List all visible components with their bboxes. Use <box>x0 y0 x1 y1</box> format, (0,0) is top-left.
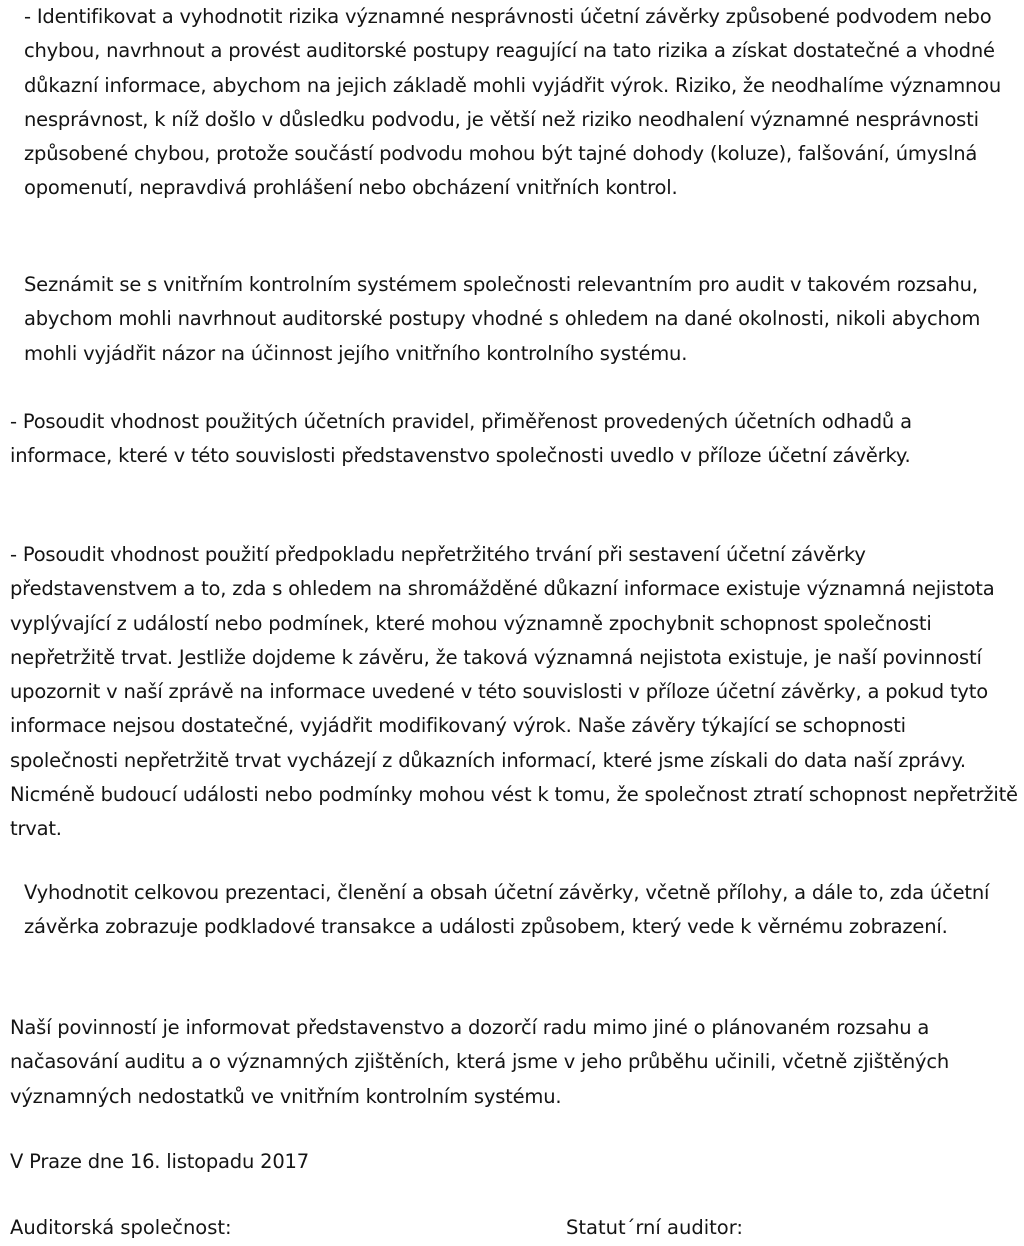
paragraph-identify-risks: - Identifikovat a vyhodnotit rizika významné nesprávnosti účetní závěrky způsobené podvodem nebo chybou, navrhnout a provést auditorské postupy reagující na tato rizika a získat dostatečné a vhodné důkazní informace, abychom na jejich základě mohli vyjádřit výrok. Riziko, že neodhalíme významnou nesprávnost, k níž došlo v důsledku podvodu, je větší než riziko neodhalení významné nesprávnosti způsobené chybou, protože součástí podvodu mohou být tajné dohody (koluze), falšování, úmyslná opomenutí, nepravdivá prohlášení nebo obcházení vnitřních kontrol. <box>24 5 1002 200</box>
date-line: V Praze dne 16. listopadu 2017 <box>10 1150 309 1173</box>
paragraph-accounting-policies: - Posoudit vhodnost použitých účetních pravidel, přiměřenost provedených účetních odhadů a informace, které v této souvislosti představenstvo společnosti uvedlo v příloze účetní závěrky. <box>10 410 912 468</box>
paragraph-communication-duty: Naší povinností je informovat představenstvo a dozorčí radu mimo jiné o plánovaném rozsahu a načasování auditu a o významných zjištěních, která jsme v jeho průběhu učinili, včetně zjištěných významných nedostatků ve vnitřním kontrolním systému. <box>10 1016 950 1108</box>
audit-firm-label: Auditorská společnost: <box>10 1216 232 1239</box>
statutory-auditor-label: Statut´rní auditor: <box>566 1216 743 1239</box>
paragraph-internal-control: Seznámit se s vnitřním kontrolním systémem společnosti relevantním pro audit v takovém rozsahu, abychom mohli navrhnout auditorské postupy vhodné s ohledem na dané okolnosti, nikoli abychom mohli vyjádřit názor na účinnost jejího vnitřního kontrolního systému. <box>24 273 981 365</box>
paragraph-overall-presentation: Vyhodnotit celkovou prezentaci, členění a obsah účetní závěrky, včetně přílohy, a dále to, zda účetní závěrka zobrazuje podkladové transakce a události způsobem, který vede k věrnému zobrazení. <box>24 881 990 939</box>
paragraph-going-concern: - Posoudit vhodnost použití předpokladu nepřetržitého trvání při sestavení účetní závěrky představenstvem a to, zda s ohledem na shromážděné důkazní informace existuje významná nejistota vyplývající z událostí nebo podmínek, které mohou významně zpochybnit schopnost společnosti nepřetržitě trvat. Jestliže dojdeme k závěru, že taková významná nejistota existuje, je naší povinností upozornit v naší zprávě na informace uvedené v této souvislosti v příloze účetní závěrky, a pokud tyto informace nejsou dostatečné, vyjádřit modifikovaný výrok. Naše závěry týkající se schopnosti společnosti nepřetržitě trvat vycházejí z důkazních informací, které jsme získali do data naší zprávy. Nicméně budoucí události nebo podmínky mohou vést k tomu, že společnost ztratí schopnost nepřetržitě trvat. <box>10 543 1018 841</box>
